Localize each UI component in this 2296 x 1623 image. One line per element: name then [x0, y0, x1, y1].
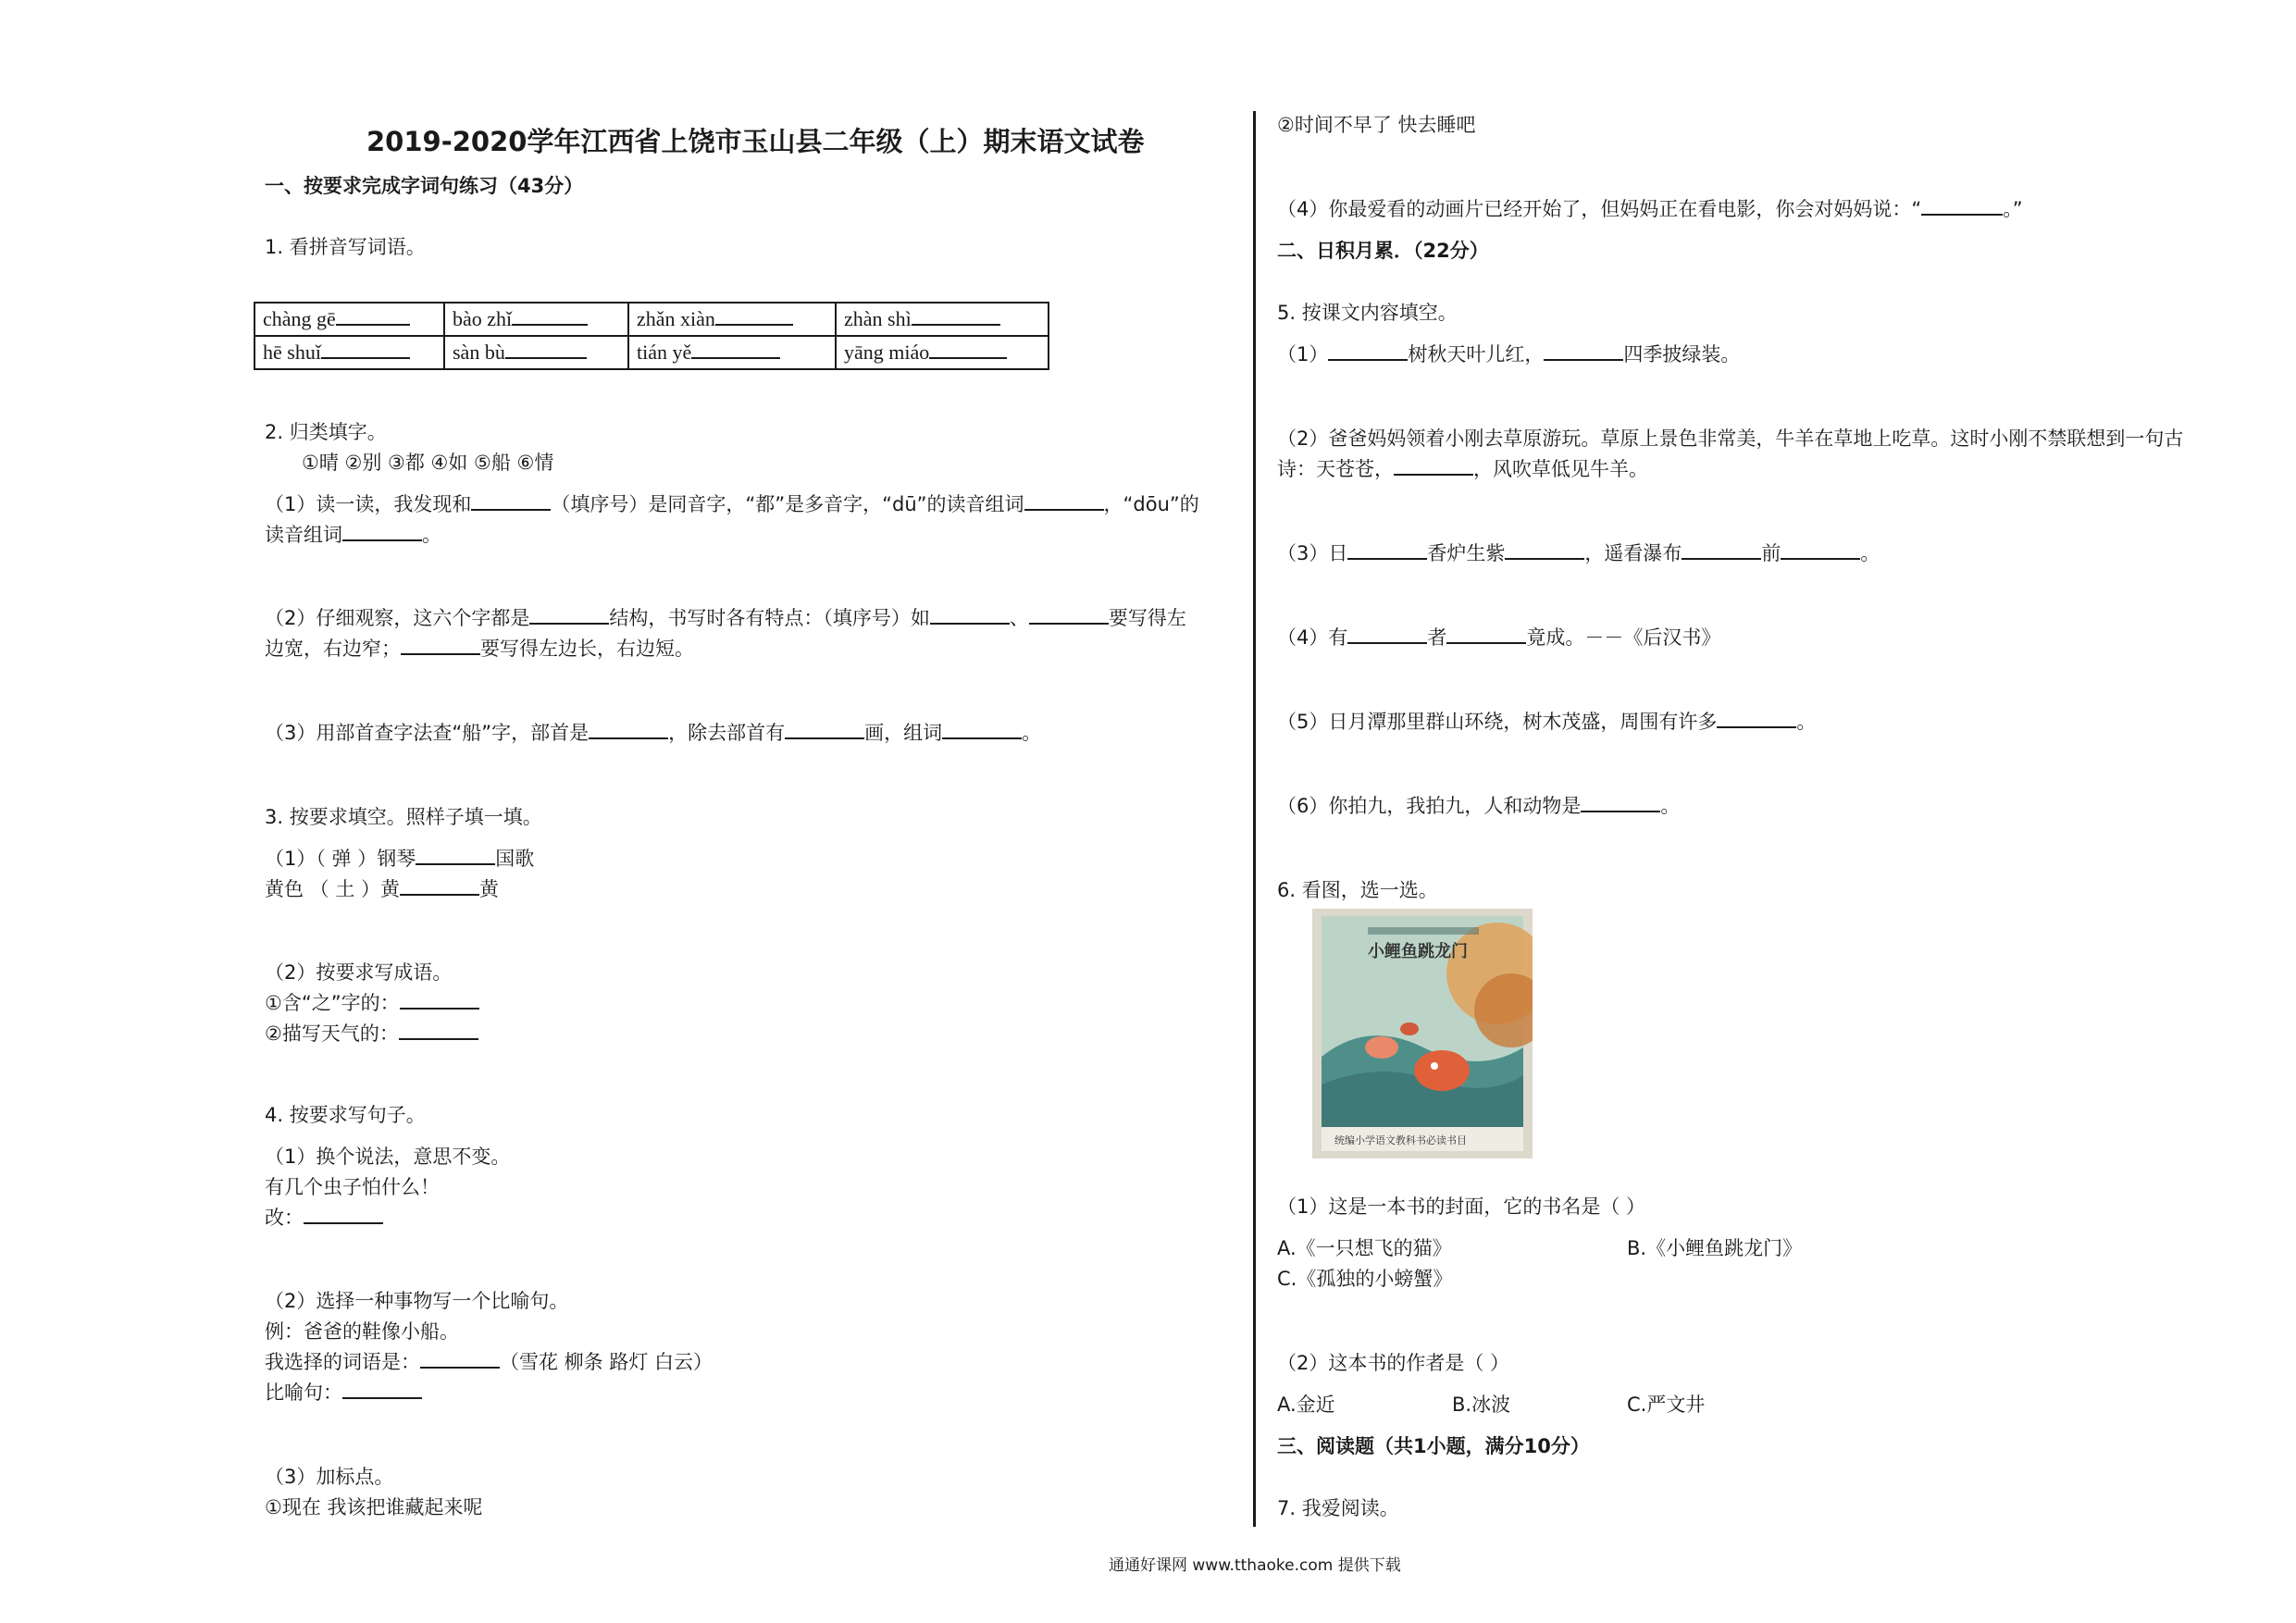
- answer-blank[interactable]: [420, 1350, 500, 1369]
- answer-blank[interactable]: [471, 492, 551, 511]
- pinyin-table: [254, 302, 1049, 370]
- book-cover-image: [1312, 909, 1533, 1158]
- answer-blank[interactable]: [400, 877, 479, 896]
- pinyin-text: tián yě: [637, 341, 692, 364]
- pinyin-text: zhǎn xiàn: [637, 307, 715, 330]
- q5-part5: （5）日月潭那里群山环绕，树木茂盛，周围有许多 。: [1277, 711, 1817, 733]
- pinyin-text: sàn bù: [453, 341, 505, 364]
- q4-part1-rewrite: 改：: [265, 1205, 383, 1231]
- pinyin-cell[interactable]: [444, 303, 628, 336]
- q6-part2-option-c[interactable]: C.严文井: [1627, 1394, 1706, 1416]
- q4-part3-1: ①现在 我该把谁藏起来呢: [265, 1496, 483, 1518]
- q5-part6: （6）你拍九，我拍九，人和动物是 。: [1277, 795, 1681, 817]
- answer-blank[interactable]: [401, 637, 480, 655]
- q3-part2-1: ①含“之”字的：: [265, 990, 479, 1016]
- q5-part2-line1: （2）爸爸妈妈领着小刚去草原游玩。草原上景色非常美，牛羊在草地上吃草。这时小刚不禁联想到一句古: [1277, 427, 2184, 450]
- answer-blank[interactable]: [785, 721, 864, 739]
- column-divider: [1253, 111, 1256, 1527]
- q7-prompt: 7. 我爱阅读。: [1277, 1497, 1399, 1519]
- answer-blank[interactable]: [342, 1381, 422, 1399]
- q3-line2: 黄色 （ 土 ）黄 黄: [265, 878, 500, 900]
- answer-blank[interactable]: [1328, 342, 1408, 361]
- pinyin-cell[interactable]: [254, 336, 444, 369]
- answer-blank[interactable]: [400, 991, 479, 1010]
- section-3-heading: 三、阅读题（共1小题，满分10分）: [1277, 1435, 1590, 1457]
- pinyin-text: zhàn shì: [844, 307, 912, 330]
- q3-line1: （1）（ 弹 ）钢琴 国歌: [265, 848, 535, 870]
- answer-blank[interactable]: [1682, 541, 1761, 560]
- q4-prompt: 4. 按要求写句子。: [265, 1104, 426, 1126]
- pinyin-cell[interactable]: [444, 336, 628, 369]
- answer-blank[interactable]: [1581, 794, 1660, 812]
- table-row: [254, 336, 1049, 369]
- pinyin-text: bào zhǐ: [453, 307, 513, 330]
- q2-part1-line2: 读音组词 。: [265, 524, 441, 546]
- q5-part4: （4）有 者 竟成。－－《后汉书》: [1277, 626, 1721, 649]
- answer-blank[interactable]: [1024, 492, 1104, 511]
- answer-blank[interactable]: [589, 721, 668, 739]
- answer-blank[interactable]: [529, 606, 609, 625]
- q2-part3: （3）用部首查字法查“船”字，部首是 ，除去部首有 画，组词 。: [265, 722, 1042, 744]
- section-2-heading: 二、日积月累．（22分）: [1277, 240, 1489, 262]
- answer-blank[interactable]: [304, 1206, 383, 1224]
- q4-part2-simile: 比喻句：: [265, 1380, 422, 1406]
- page-title: 2019-2020学年江西省上饶市玉山县二年级（上）期末语文试卷: [366, 126, 1145, 157]
- answer-blank[interactable]: [930, 606, 1010, 625]
- book-cover-caption: 统编小学语文教科书必读书目: [1334, 1134, 1467, 1146]
- page-footer: 通通好课网 www.tthaoke.com 提供下载: [1109, 1556, 1401, 1575]
- pinyin-text: yāng miáo: [844, 341, 930, 364]
- q4-part2: （2）选择一种事物写一个比喻句。: [265, 1290, 569, 1312]
- table-row: [254, 303, 1049, 336]
- q6-part2: （2）这本书的作者是（ ）: [1277, 1352, 1510, 1374]
- q4-part1: （1）换个说法，意思不变。: [265, 1146, 511, 1168]
- q3-part2-2: ②描写天气的：: [265, 1021, 478, 1047]
- q2-part2-line2: 边宽，右边窄； 要写得左边长，右边短。: [265, 638, 694, 660]
- q4-part2-choice: 我选择的词语是： （雪花 柳条 路灯 白云）: [265, 1351, 714, 1373]
- pinyin-text: chàng gē: [263, 307, 336, 330]
- answer-blank[interactable]: [1921, 197, 2003, 216]
- q4-part4: （4）你最爱看的动画片已经开始了，但妈妈正在看电影，你会对妈妈说：“ 。”: [1277, 198, 2023, 220]
- q3-part2: （2）按要求写成语。: [265, 961, 453, 984]
- q6-prompt: 6. 看图，选一选。: [1277, 879, 1438, 901]
- pinyin-text: hē shuǐ: [263, 341, 321, 364]
- pinyin-cell[interactable]: [628, 336, 836, 369]
- q4-part3: （3）加标点。: [265, 1466, 394, 1488]
- answer-blank[interactable]: [1505, 541, 1584, 560]
- q4-part2-example: 例：爸爸的鞋像小船。: [265, 1320, 459, 1343]
- q2-chars: ①晴 ②别 ③都 ④如 ⑤船 ⑥情: [302, 452, 554, 474]
- q5-part3: （3）日 香炉生紫 ，遥看瀑布 前 。: [1277, 542, 1880, 564]
- pinyin-cell[interactable]: [836, 336, 1049, 369]
- q6-part1-option-b[interactable]: B.《小鲤鱼跳龙门》: [1627, 1237, 1803, 1259]
- q6-part1-option-c[interactable]: C.《孤独的小螃蟹》: [1277, 1268, 1453, 1290]
- book-cover-title: 小鲤鱼跳龙门: [1368, 942, 1468, 961]
- answer-blank[interactable]: [1029, 606, 1109, 625]
- q6-part1-option-a[interactable]: A.《一只想飞的猫》: [1277, 1237, 1452, 1259]
- q2-prompt: 2. 归类填字。: [265, 421, 387, 443]
- q4-part1-sentence: 有几个虫子怕什么！: [265, 1176, 440, 1198]
- q5-part1: （1） 树秋天叶儿红， 四季披绿装。: [1277, 343, 1741, 365]
- q5-prompt: 5. 按课文内容填空。: [1277, 302, 1458, 324]
- answer-blank[interactable]: [416, 847, 495, 865]
- answer-blank[interactable]: [1781, 541, 1860, 560]
- answer-blank[interactable]: [1717, 710, 1796, 728]
- answer-blank[interactable]: [342, 523, 422, 541]
- q6-part1: （1）这是一本书的封面，它的书名是（ ）: [1277, 1196, 1646, 1218]
- pinyin-cell[interactable]: [254, 303, 444, 336]
- pinyin-cell[interactable]: [628, 303, 836, 336]
- q4-part3-2: ②时间不早了 快去睡吧: [1277, 114, 1476, 136]
- answer-blank[interactable]: [1347, 541, 1427, 560]
- q6-part2-option-a[interactable]: A.金近: [1277, 1394, 1335, 1416]
- q2-part2-line1: （2）仔细观察，这六个字都是 结构，书写时各有特点：（填序号）如 、 要写得左: [265, 607, 1186, 629]
- section-1-heading: 一、按要求完成字词句练习（43分）: [265, 175, 584, 197]
- answer-blank[interactable]: [1347, 626, 1427, 644]
- answer-blank[interactable]: [1446, 626, 1526, 644]
- pinyin-cell[interactable]: [836, 303, 1049, 336]
- answer-blank[interactable]: [1394, 457, 1473, 476]
- q6-part2-option-b[interactable]: B.冰波: [1452, 1394, 1511, 1416]
- answer-blank[interactable]: [399, 1022, 478, 1040]
- q3-prompt: 3. 按要求填空。照样子填一填。: [265, 806, 542, 828]
- q2-part1-line1: （1）读一读，我发现和 （填序号）是同音字，“都”是多音字，“dū”的读音组词 ，“dōu”的: [265, 493, 1199, 515]
- q5-part2-line2: 诗：天苍苍， ，风吹草低见牛羊。: [1277, 458, 1648, 480]
- answer-blank[interactable]: [1544, 342, 1623, 361]
- q1-prompt: 1. 看拼音写词语。: [265, 236, 426, 258]
- answer-blank[interactable]: [942, 721, 1022, 739]
